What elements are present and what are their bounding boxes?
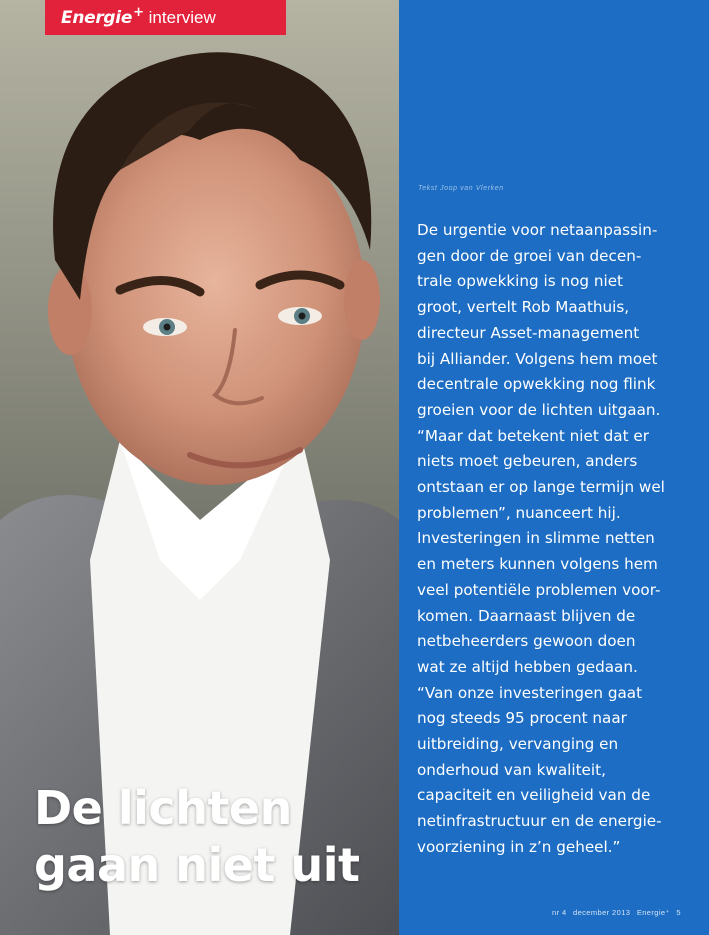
intro-line: bij Alliander. Volgens hem moet xyxy=(417,349,658,368)
intro-line: en meters kunnen volgens hem xyxy=(417,555,658,574)
intro-line: veel potentiële problemen voor- xyxy=(417,580,661,599)
intro-line: onderhoud van kwaliteit, xyxy=(417,760,606,779)
issue-number: nr 4 xyxy=(552,908,567,917)
section-label: interview xyxy=(148,7,216,27)
intro-line: ontstaan er op lange termijn wel xyxy=(417,478,665,497)
intro-line: groot, vertelt Rob Maathuis, xyxy=(417,298,630,317)
intro-line: Investeringen in slimme netten xyxy=(417,529,655,548)
headline-line-1: De lichten xyxy=(34,781,292,835)
issue-date: december 2013 xyxy=(573,908,631,917)
intro-line: komen. Daarnaast blijven de xyxy=(417,606,636,625)
magazine-name: Energie⁺ xyxy=(636,908,670,917)
intro-line: decentrale opwekking nog flink xyxy=(417,375,656,394)
intro-line: uitbreiding, vervanging en xyxy=(417,735,619,754)
intro-line: netinfrastructuur en de energie- xyxy=(417,812,662,831)
intro-line: “Maar dat betekent niet dat er xyxy=(417,426,649,445)
intro-line: groeien voor de lichten uitgaan. xyxy=(417,400,661,419)
intro-line: “Van onze investeringen gaat xyxy=(417,683,643,702)
intro-line: problemen”, nuanceert hij. xyxy=(417,503,621,522)
brand-plus: + xyxy=(133,4,144,20)
intro-line: gen door de groei van decen- xyxy=(417,246,642,265)
intro-line: De urgentie voor netaanpassin- xyxy=(417,221,658,239)
intro-line: wat ze altijd hebben gedaan. xyxy=(417,657,638,676)
brand-name: Energie xyxy=(61,7,133,28)
intro-line: directeur Asset-management xyxy=(417,323,640,342)
intro-line: nog steeds 95 procent naar xyxy=(417,709,627,728)
headline-line-2: gaan niet uit xyxy=(34,838,360,892)
intro-line: trale opwekking is nog niet xyxy=(417,272,623,291)
intro-line: capaciteit en veiligheid van de xyxy=(417,786,651,805)
article-headline xyxy=(34,780,360,894)
intro-line: voorziening in z’n geheel.” xyxy=(417,837,621,856)
intro-line: niets moet gebeuren, anders xyxy=(417,452,638,471)
page-footer xyxy=(552,908,685,917)
byline: Tekst Joop van Vlerken xyxy=(418,185,504,192)
intro-paragraph xyxy=(417,218,669,861)
section-tab xyxy=(45,0,286,35)
magazine-brand xyxy=(61,4,144,28)
page-number: 5 xyxy=(676,908,681,917)
intro-line: netbeheerders gewoon doen xyxy=(417,632,636,651)
